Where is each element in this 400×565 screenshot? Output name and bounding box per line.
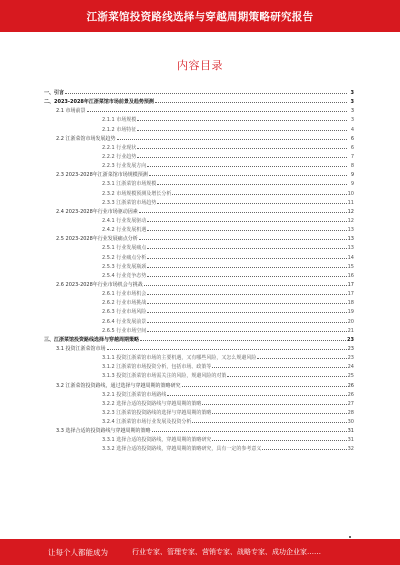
toc-entry-text: 2.6.5 行业市场空间 — [102, 327, 147, 334]
toc-entry-text: 3.2.2 选择合适的投资路线与穿越周期的策略 — [102, 400, 202, 407]
toc-entry[interactable] — [44, 253, 354, 262]
toc-leader-dots — [139, 234, 347, 240]
toc-page-number: 16 — [347, 272, 354, 279]
page-marker — [349, 536, 351, 538]
toc-page-number: 13 — [347, 227, 354, 234]
toc-entry[interactable] — [44, 326, 354, 335]
toc-leader-dots — [182, 381, 347, 387]
toc-page-number: 27 — [347, 400, 354, 407]
toc-title: 内容目录 — [177, 59, 223, 72]
toc-page-number: 3 — [350, 90, 354, 96]
toc-leader-dots — [227, 371, 346, 377]
toc-entry[interactable] — [44, 88, 354, 97]
toc-page-number: 14 — [347, 254, 354, 261]
toc-page-number: 9 — [350, 181, 354, 188]
toc-leader-dots — [147, 326, 346, 332]
toc-entry-text: 2.2.3 行业发展方向 — [102, 163, 147, 170]
toc-entry-text: 2.5.3 行业发展瓶颈 — [102, 263, 147, 270]
toc-leader-dots — [87, 106, 347, 112]
toc-entry[interactable] — [44, 198, 354, 207]
toc-entry-text: 2.3.1 江浙菜馆市场规模 — [102, 181, 157, 188]
report-header-bar — [0, 0, 400, 32]
toc-page-number: 3 — [350, 99, 354, 106]
toc-entry[interactable] — [44, 335, 354, 344]
toc-entry[interactable] — [44, 353, 354, 362]
toc-entry[interactable] — [44, 298, 354, 307]
toc-entry[interactable] — [44, 97, 354, 106]
toc-entry[interactable] — [44, 179, 354, 188]
toc-page-number: 23 — [347, 336, 354, 343]
toc-entry-text: 一、引言 — [44, 90, 65, 96]
toc-page-number: 21 — [347, 327, 354, 334]
toc-entry[interactable] — [44, 408, 354, 417]
toc-entry-text: 2.1.1 市场规模 — [102, 117, 137, 124]
toc-entry-text: 3.2.3 江浙菜馆投资路线的选择与穿越周期的策略 — [102, 409, 212, 416]
toc-leader-dots — [147, 161, 347, 167]
toc-page-number: 18 — [347, 300, 354, 307]
toc-entry-text: 2.2.1 行业现状 — [102, 144, 137, 151]
toc-page-number: 12 — [347, 208, 354, 215]
toc-page-number: 6 — [350, 135, 354, 142]
toc-entry-text: 3.1.1 投资江浙菜馆市场的主要机遇，又有哪些风险，又怎么规避风险 — [102, 355, 257, 362]
toc-entry-text: 二、2023-2028年江浙菜馆市场前景及趋势预测 — [44, 99, 154, 106]
toc-leader-dots — [137, 152, 347, 158]
toc-entry-text: 3.2 江浙菜馆投资路线，通过选择与穿越周期的策略研究 — [56, 382, 181, 389]
toc-leader-dots — [257, 353, 346, 359]
toc-entry-text: 3.1 投资江浙菜馆市场 — [56, 345, 106, 352]
toc-entry-text: 2.4.1 行业发展驱动 — [102, 217, 147, 224]
toc-page-number: 30 — [347, 419, 354, 426]
toc-page-number: 26 — [347, 382, 354, 389]
toc-page-number: 13 — [347, 236, 354, 243]
toc-entry[interactable] — [44, 417, 354, 426]
toc-page-number: 19 — [347, 309, 354, 316]
toc-entry-text: 3.2.1 投资江浙菜馆市场路线 — [102, 391, 167, 398]
toc-entry[interactable] — [44, 399, 354, 408]
toc-entry-text: 2.5.4 行业竞争态势 — [102, 272, 147, 279]
table-of-contents — [44, 88, 354, 454]
footer-bar — [0, 539, 400, 565]
toc-page-number: 28 — [347, 409, 354, 416]
toc-leader-dots — [155, 97, 347, 103]
toc-entry[interactable] — [44, 161, 354, 170]
toc-leader-dots — [212, 408, 346, 414]
toc-entry[interactable] — [44, 243, 354, 252]
toc-page-number: 26 — [347, 391, 354, 398]
toc-entry[interactable] — [44, 307, 354, 316]
toc-entry[interactable] — [44, 207, 354, 216]
toc-entry-text: 2.5.2 行业痛点分析 — [102, 254, 147, 261]
toc-entry[interactable] — [44, 216, 354, 225]
footer-tagline: 行业专家、管理专家、营销专家、战略专家、成功企业家…… — [132, 548, 321, 556]
toc-entry-text: 3.2.4 江浙菜馆市场行业发展及投资分析 — [102, 419, 192, 426]
toc-entry[interactable] — [44, 262, 354, 271]
toc-page-number: 15 — [347, 263, 354, 270]
toc-entry-text: 2.5 2023-2028年行业发展痛点分析 — [56, 236, 138, 243]
toc-leader-dots — [65, 88, 347, 94]
toc-entry-text: 3.3.1 选择合适的投资路线，穿越周期的策略研究 — [102, 437, 212, 444]
toc-leader-dots — [157, 179, 347, 185]
toc-entry-text: 2.2 江浙菜馆市场发展趋势 — [56, 135, 116, 142]
toc-leader-dots — [107, 344, 347, 350]
toc-entry-text: 2.3.3 江浙菜馆市场趋势 — [102, 199, 157, 206]
toc-entry[interactable] — [44, 170, 354, 179]
toc-page-number: 4 — [350, 126, 354, 133]
toc-entry-text: 2.6.4 行业发展前景 — [102, 318, 147, 325]
toc-entry[interactable] — [44, 362, 354, 371]
toc-entry[interactable] — [44, 371, 354, 380]
toc-entry-text: 3.1.2 江浙菜馆市场投资分析，包括市场、政策等 — [102, 364, 212, 371]
toc-page-number: 3 — [350, 117, 354, 124]
toc-page-number: 17 — [347, 281, 354, 288]
toc-entry[interactable] — [44, 152, 354, 161]
toc-entry[interactable] — [44, 106, 354, 115]
toc-leader-dots — [147, 225, 346, 231]
toc-entry-text: 2.1.2 市场特征 — [102, 126, 137, 133]
toc-page-number: 3 — [350, 108, 354, 115]
toc-leader-dots — [147, 289, 346, 295]
toc-page-number: 31 — [347, 428, 354, 435]
toc-leader-dots — [147, 298, 346, 304]
toc-leader-dots — [147, 307, 346, 313]
footer-slogan: 让每个人都能成为 — [48, 548, 108, 557]
toc-leader-dots — [192, 417, 346, 423]
toc-page-number: 20 — [347, 318, 354, 325]
toc-leader-dots — [147, 317, 346, 323]
toc-entry[interactable] — [44, 317, 354, 326]
toc-leader-dots — [212, 362, 346, 368]
toc-entry[interactable] — [44, 435, 354, 444]
toc-entry-text: 2.4 2023-2028年行业市场驱动因素 — [56, 208, 138, 215]
toc-leader-dots — [147, 271, 346, 277]
toc-entry[interactable] — [44, 225, 354, 234]
toc-leader-dots — [147, 262, 346, 268]
toc-entry-text: 2.3.2 市场规模预测及增长分析 — [102, 190, 172, 197]
toc-entry-text: 3.1.3 投资江浙菜馆市场需关注的风险，规避风险的对策 — [102, 373, 227, 380]
toc-leader-dots — [147, 243, 346, 249]
toc-entry-text: 2.6.3 行业市场风险 — [102, 309, 147, 316]
toc-leader-dots — [152, 426, 347, 432]
toc-leader-dots — [137, 125, 347, 131]
toc-leader-dots — [262, 444, 346, 450]
toc-page-number: 23 — [347, 345, 354, 352]
toc-page-number: 10 — [347, 190, 354, 197]
toc-leader-dots — [212, 435, 346, 441]
toc-entry[interactable] — [44, 134, 354, 143]
toc-leader-dots — [172, 189, 346, 195]
toc-entry[interactable] — [44, 115, 354, 124]
toc-entry[interactable] — [44, 271, 354, 280]
report-title: 江浙菜馆投资路线选择与穿越周期策略研究报告 — [86, 11, 314, 23]
toc-entry-text: 2.3 2023-2028年江浙菜馆市场规模预测 — [56, 172, 148, 179]
toc-page-number: 23 — [347, 355, 354, 362]
toc-leader-dots — [140, 335, 346, 341]
toc-entry[interactable] — [44, 381, 354, 390]
toc-page-number: 11 — [347, 199, 354, 206]
toc-leader-dots — [167, 390, 346, 396]
toc-entry-text: 2.6 2023-2028年行业市场机会与挑战 — [56, 281, 143, 288]
toc-entry[interactable] — [44, 189, 354, 198]
toc-page-number: 7 — [350, 153, 354, 160]
toc-entry[interactable] — [44, 426, 354, 435]
toc-page-number: 25 — [347, 373, 354, 380]
toc-entry-text: 2.6.1 行业市场机会 — [102, 291, 147, 298]
toc-entry-text: 2.4.2 行业发展机遇 — [102, 227, 147, 234]
toc-leader-dots — [139, 207, 347, 213]
toc-entry[interactable] — [44, 125, 354, 134]
toc-entry-text: 2.6.2 行业市场挑战 — [102, 300, 147, 307]
toc-page-number: 24 — [347, 364, 354, 371]
toc-entry[interactable] — [44, 280, 354, 289]
toc-entry-text: 2.5.1 行业发展痛点 — [102, 245, 147, 252]
toc-leader-dots — [137, 115, 347, 121]
toc-leader-dots — [144, 280, 347, 286]
toc-leader-dots — [147, 253, 346, 259]
toc-page-number: 32 — [347, 446, 354, 453]
toc-page-number: 9 — [350, 172, 354, 179]
toc-page-number: 17 — [347, 291, 354, 298]
toc-entry[interactable] — [44, 444, 354, 453]
toc-leader-dots — [202, 399, 346, 405]
toc-page-number: 6 — [350, 144, 354, 151]
toc-entry[interactable] — [44, 390, 354, 399]
toc-leader-dots — [137, 143, 347, 149]
toc-page-number: 31 — [347, 437, 354, 444]
toc-entry[interactable] — [44, 344, 354, 353]
toc-leader-dots — [147, 216, 346, 222]
toc-leader-dots — [149, 170, 347, 176]
toc-entry-text: 3.3.2 选择合适的投资路线，穿越周期的策略研究，具有一定的参考意义 — [102, 446, 262, 453]
toc-entry-text: 3.3 选择合适的投资路线与穿越周期的策略 — [56, 428, 151, 435]
toc-page-number: 13 — [347, 245, 354, 252]
toc-page-number: 8 — [350, 163, 354, 170]
toc-entry-text: 2.2.2 行业趋势 — [102, 153, 137, 160]
toc-entry-text: 三、江浙菜馆投资路线选择与穿越周期策略 — [44, 336, 140, 343]
toc-page-number: 12 — [347, 217, 354, 224]
toc-leader-dots — [157, 198, 346, 204]
toc-entry[interactable] — [44, 234, 354, 243]
toc-leader-dots — [117, 134, 347, 140]
toc-entry[interactable] — [44, 143, 354, 152]
toc-entry[interactable] — [44, 289, 354, 298]
toc-entry-text: 2.1 市场前景 — [56, 108, 86, 115]
